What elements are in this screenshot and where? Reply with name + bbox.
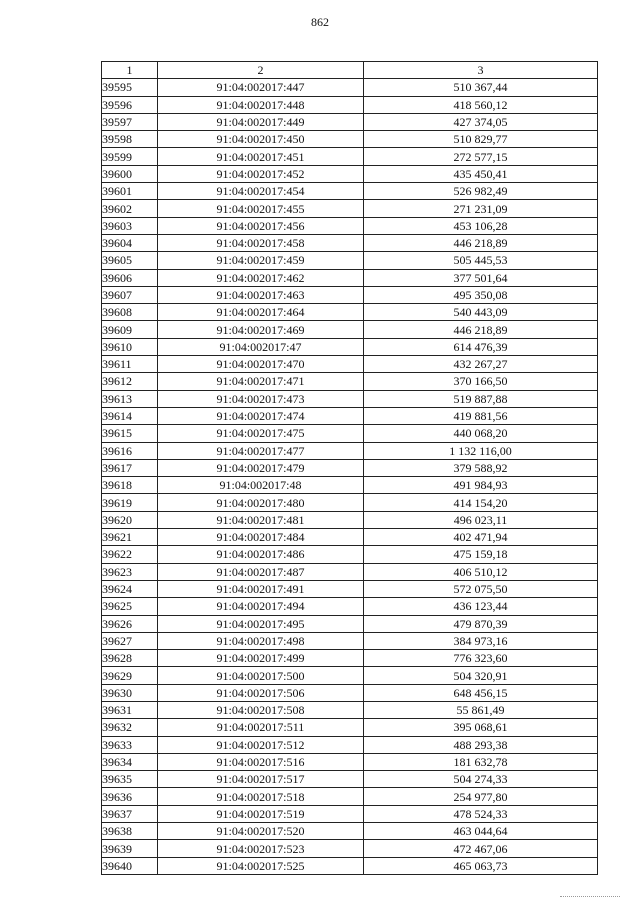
cadastral-number-cell: 91:04:002017:459	[158, 252, 364, 269]
row-number-cell: 39615	[102, 425, 158, 442]
cadastral-number-cell: 91:04:002017:456	[158, 217, 364, 234]
cadastral-value-cell: 540 443,09	[364, 304, 598, 321]
cadastral-value-cell: 496 023,11	[364, 511, 598, 528]
cadastral-number-cell: 91:04:002017:447	[158, 79, 364, 96]
row-number-cell: 39613	[102, 390, 158, 407]
cadastral-value-cell: 465 063,73	[364, 857, 598, 874]
table-row	[102, 79, 598, 96]
cadastral-value-cell: 419 881,56	[364, 407, 598, 424]
row-number-cell: 39612	[102, 373, 158, 390]
row-number-cell: 39633	[102, 736, 158, 753]
cadastral-value-cell: 272 577,15	[364, 148, 598, 165]
cadastral-number-cell: 91:04:002017:452	[158, 165, 364, 182]
cadastral-value-cell: 395 068,61	[364, 719, 598, 736]
row-number-cell: 39627	[102, 632, 158, 649]
row-number-cell: 39622	[102, 546, 158, 563]
row-number-cell: 39619	[102, 494, 158, 511]
cadastral-number-cell: 91:04:002017:449	[158, 113, 364, 130]
column-header-3: 3	[364, 62, 598, 79]
cadastral-number-cell: 91:04:002017:516	[158, 753, 364, 770]
cadastral-value-cell: 271 231,09	[364, 200, 598, 217]
table-row	[102, 217, 598, 234]
cadastral-number-cell: 91:04:002017:455	[158, 200, 364, 217]
cadastral-number-cell: 91:04:002017:481	[158, 511, 364, 528]
table-row	[102, 234, 598, 251]
row-number-cell: 39597	[102, 113, 158, 130]
cadastral-number-cell: 91:04:002017:525	[158, 857, 364, 874]
row-number-cell: 39621	[102, 529, 158, 546]
row-number-cell: 39630	[102, 684, 158, 701]
cadastral-number-cell: 91:04:002017:506	[158, 684, 364, 701]
cadastral-number-cell: 91:04:002017:479	[158, 459, 364, 476]
cadastral-value-cell: 370 166,50	[364, 373, 598, 390]
cadastral-number-cell: 91:04:002017:448	[158, 96, 364, 113]
cadastral-value-cell: 446 218,89	[364, 234, 598, 251]
cadastral-value-cell: 776 323,60	[364, 650, 598, 667]
table-row	[102, 753, 598, 770]
cadastral-value-cell: 463 044,64	[364, 823, 598, 840]
row-number-cell: 39605	[102, 252, 158, 269]
table-row	[102, 632, 598, 649]
cadastral-value-cell: 436 123,44	[364, 598, 598, 615]
row-number-cell: 39596	[102, 96, 158, 113]
table-row	[102, 338, 598, 355]
table-row	[102, 736, 598, 753]
cadastral-value-cell: 614 476,39	[364, 338, 598, 355]
cadastral-value-cell: 379 588,92	[364, 459, 598, 476]
table-row	[102, 286, 598, 303]
cadastral-number-cell: 91:04:002017:491	[158, 580, 364, 597]
table-header-row	[102, 62, 598, 79]
table-row	[102, 459, 598, 476]
cadastral-value-cell: 435 450,41	[364, 165, 598, 182]
column-header-1: 1	[102, 62, 158, 79]
cadastral-number-cell: 91:04:002017:454	[158, 183, 364, 200]
table-row	[102, 857, 598, 874]
row-number-cell: 39609	[102, 321, 158, 338]
cadastral-value-cell: 427 374,05	[364, 113, 598, 130]
table-row	[102, 373, 598, 390]
cadastral-number-cell: 91:04:002017:48	[158, 477, 364, 494]
table-row	[102, 425, 598, 442]
cadastral-number-cell: 91:04:002017:519	[158, 805, 364, 822]
cadastral-value-cell: 504 274,33	[364, 771, 598, 788]
table-row	[102, 494, 598, 511]
cadastral-value-cell: 406 510,12	[364, 563, 598, 580]
row-number-cell: 39610	[102, 338, 158, 355]
cadastral-number-cell: 91:04:002017:498	[158, 632, 364, 649]
column-header-2: 2	[158, 62, 364, 79]
cadastral-value-cell: 475 159,18	[364, 546, 598, 563]
table-row	[102, 546, 598, 563]
cadastral-value-cell: 505 445,53	[364, 252, 598, 269]
table-row	[102, 321, 598, 338]
row-number-cell: 39639	[102, 840, 158, 857]
row-number-cell: 39620	[102, 511, 158, 528]
row-number-cell: 39628	[102, 650, 158, 667]
cadastral-number-cell: 91:04:002017:464	[158, 304, 364, 321]
page-number: 862	[311, 15, 329, 29]
cadastral-number-cell: 91:04:002017:475	[158, 425, 364, 442]
row-number-cell: 39617	[102, 459, 158, 476]
table-row	[102, 148, 598, 165]
row-number-cell: 39618	[102, 477, 158, 494]
table-row	[102, 131, 598, 148]
cadastral-value-cell: 453 106,28	[364, 217, 598, 234]
table-row	[102, 200, 598, 217]
cadastral-value-cell: 504 320,91	[364, 667, 598, 684]
cadastral-value-cell: 1 132 116,00	[364, 442, 598, 459]
cadastral-number-cell: 91:04:002017:480	[158, 494, 364, 511]
table-row	[102, 667, 598, 684]
cadastral-number-cell: 91:04:002017:469	[158, 321, 364, 338]
row-number-cell: 39631	[102, 701, 158, 718]
row-number-cell: 39625	[102, 598, 158, 615]
cadastral-value-cell: 254 977,80	[364, 788, 598, 805]
cadastral-value-cell: 491 984,93	[364, 477, 598, 494]
table-row	[102, 650, 598, 667]
cadastral-value-cell: 510 367,44	[364, 79, 598, 96]
row-number-cell: 39595	[102, 79, 158, 96]
cadastral-number-cell: 91:04:002017:471	[158, 373, 364, 390]
cadastral-number-cell: 91:04:002017:517	[158, 771, 364, 788]
row-number-cell: 39611	[102, 356, 158, 373]
row-number-cell: 39601	[102, 183, 158, 200]
table-row	[102, 407, 598, 424]
table-row	[102, 684, 598, 701]
cadastral-value-cell: 181 632,78	[364, 753, 598, 770]
cadastral-value-cell: 402 471,94	[364, 529, 598, 546]
cadastral-number-cell: 91:04:002017:462	[158, 269, 364, 286]
cadastral-value-table	[101, 61, 598, 875]
cadastral-number-cell: 91:04:002017:473	[158, 390, 364, 407]
table-row	[102, 252, 598, 269]
table-row	[102, 598, 598, 615]
table-row	[102, 788, 598, 805]
table-row	[102, 719, 598, 736]
cadastral-number-cell: 91:04:002017:47	[158, 338, 364, 355]
cadastral-number-cell: 91:04:002017:487	[158, 563, 364, 580]
table-row	[102, 511, 598, 528]
row-number-cell: 39603	[102, 217, 158, 234]
cadastral-value-cell: 572 075,50	[364, 580, 598, 597]
table-row	[102, 563, 598, 580]
cadastral-number-cell: 91:04:002017:463	[158, 286, 364, 303]
cadastral-number-cell: 91:04:002017:494	[158, 598, 364, 615]
cadastral-value-cell: 495 350,08	[364, 286, 598, 303]
cadastral-value-cell: 384 973,16	[364, 632, 598, 649]
cadastral-value-cell: 648 456,15	[364, 684, 598, 701]
cadastral-number-cell: 91:04:002017:499	[158, 650, 364, 667]
table-row	[102, 390, 598, 407]
table-row	[102, 771, 598, 788]
cadastral-value-cell: 432 267,27	[364, 356, 598, 373]
cadastral-number-cell: 91:04:002017:470	[158, 356, 364, 373]
table-row	[102, 580, 598, 597]
cadastral-number-cell: 91:04:002017:474	[158, 407, 364, 424]
table-row	[102, 840, 598, 857]
cadastral-number-cell: 91:04:002017:486	[158, 546, 364, 563]
cadastral-number-cell: 91:04:002017:484	[158, 529, 364, 546]
row-number-cell: 39614	[102, 407, 158, 424]
row-number-cell: 39626	[102, 615, 158, 632]
cadastral-number-cell: 91:04:002017:458	[158, 234, 364, 251]
row-number-cell: 39635	[102, 771, 158, 788]
table-row	[102, 113, 598, 130]
cadastral-number-cell: 91:04:002017:495	[158, 615, 364, 632]
cadastral-value-cell: 519 887,88	[364, 390, 598, 407]
scan-edge-mark	[560, 896, 620, 898]
table-row	[102, 529, 598, 546]
cadastral-number-cell: 91:04:002017:520	[158, 823, 364, 840]
table-row	[102, 477, 598, 494]
row-number-cell: 39638	[102, 823, 158, 840]
cadastral-value-cell: 414 154,20	[364, 494, 598, 511]
cadastral-value-cell: 472 467,06	[364, 840, 598, 857]
row-number-cell: 39598	[102, 131, 158, 148]
row-number-cell: 39608	[102, 304, 158, 321]
cadastral-number-cell: 91:04:002017:512	[158, 736, 364, 753]
cadastral-number-cell: 91:04:002017:523	[158, 840, 364, 857]
cadastral-value-cell: 479 870,39	[364, 615, 598, 632]
cadastral-value-cell: 478 524,33	[364, 805, 598, 822]
cadastral-number-cell: 91:04:002017:477	[158, 442, 364, 459]
cadastral-number-cell: 91:04:002017:451	[158, 148, 364, 165]
row-number-cell: 39637	[102, 805, 158, 822]
table-row	[102, 805, 598, 822]
cadastral-value-cell: 418 560,12	[364, 96, 598, 113]
cadastral-value-cell: 526 982,49	[364, 183, 598, 200]
table-row	[102, 823, 598, 840]
cadastral-number-cell: 91:04:002017:518	[158, 788, 364, 805]
row-number-cell: 39634	[102, 753, 158, 770]
cadastral-number-cell: 91:04:002017:511	[158, 719, 364, 736]
cadastral-number-cell: 91:04:002017:508	[158, 701, 364, 718]
table-row	[102, 269, 598, 286]
row-number-cell: 39599	[102, 148, 158, 165]
row-number-cell: 39632	[102, 719, 158, 736]
table-row	[102, 442, 598, 459]
row-number-cell: 39606	[102, 269, 158, 286]
cadastral-value-cell: 55 861,49	[364, 701, 598, 718]
row-number-cell: 39629	[102, 667, 158, 684]
row-number-cell: 39640	[102, 857, 158, 874]
table-row	[102, 356, 598, 373]
row-number-cell: 39616	[102, 442, 158, 459]
cadastral-value-cell: 377 501,64	[364, 269, 598, 286]
cadastral-value-cell: 488 293,38	[364, 736, 598, 753]
row-number-cell: 39607	[102, 286, 158, 303]
cadastral-number-cell: 91:04:002017:500	[158, 667, 364, 684]
row-number-cell: 39600	[102, 165, 158, 182]
table-row	[102, 701, 598, 718]
table-row	[102, 165, 598, 182]
row-number-cell: 39604	[102, 234, 158, 251]
row-number-cell: 39624	[102, 580, 158, 597]
row-number-cell: 39636	[102, 788, 158, 805]
cadastral-value-cell: 440 068,20	[364, 425, 598, 442]
table-row	[102, 304, 598, 321]
row-number-cell: 39602	[102, 200, 158, 217]
table-row	[102, 615, 598, 632]
cadastral-value-cell: 510 829,77	[364, 131, 598, 148]
table-row	[102, 183, 598, 200]
cadastral-value-cell: 446 218,89	[364, 321, 598, 338]
cadastral-number-cell: 91:04:002017:450	[158, 131, 364, 148]
row-number-cell: 39623	[102, 563, 158, 580]
table-row	[102, 96, 598, 113]
